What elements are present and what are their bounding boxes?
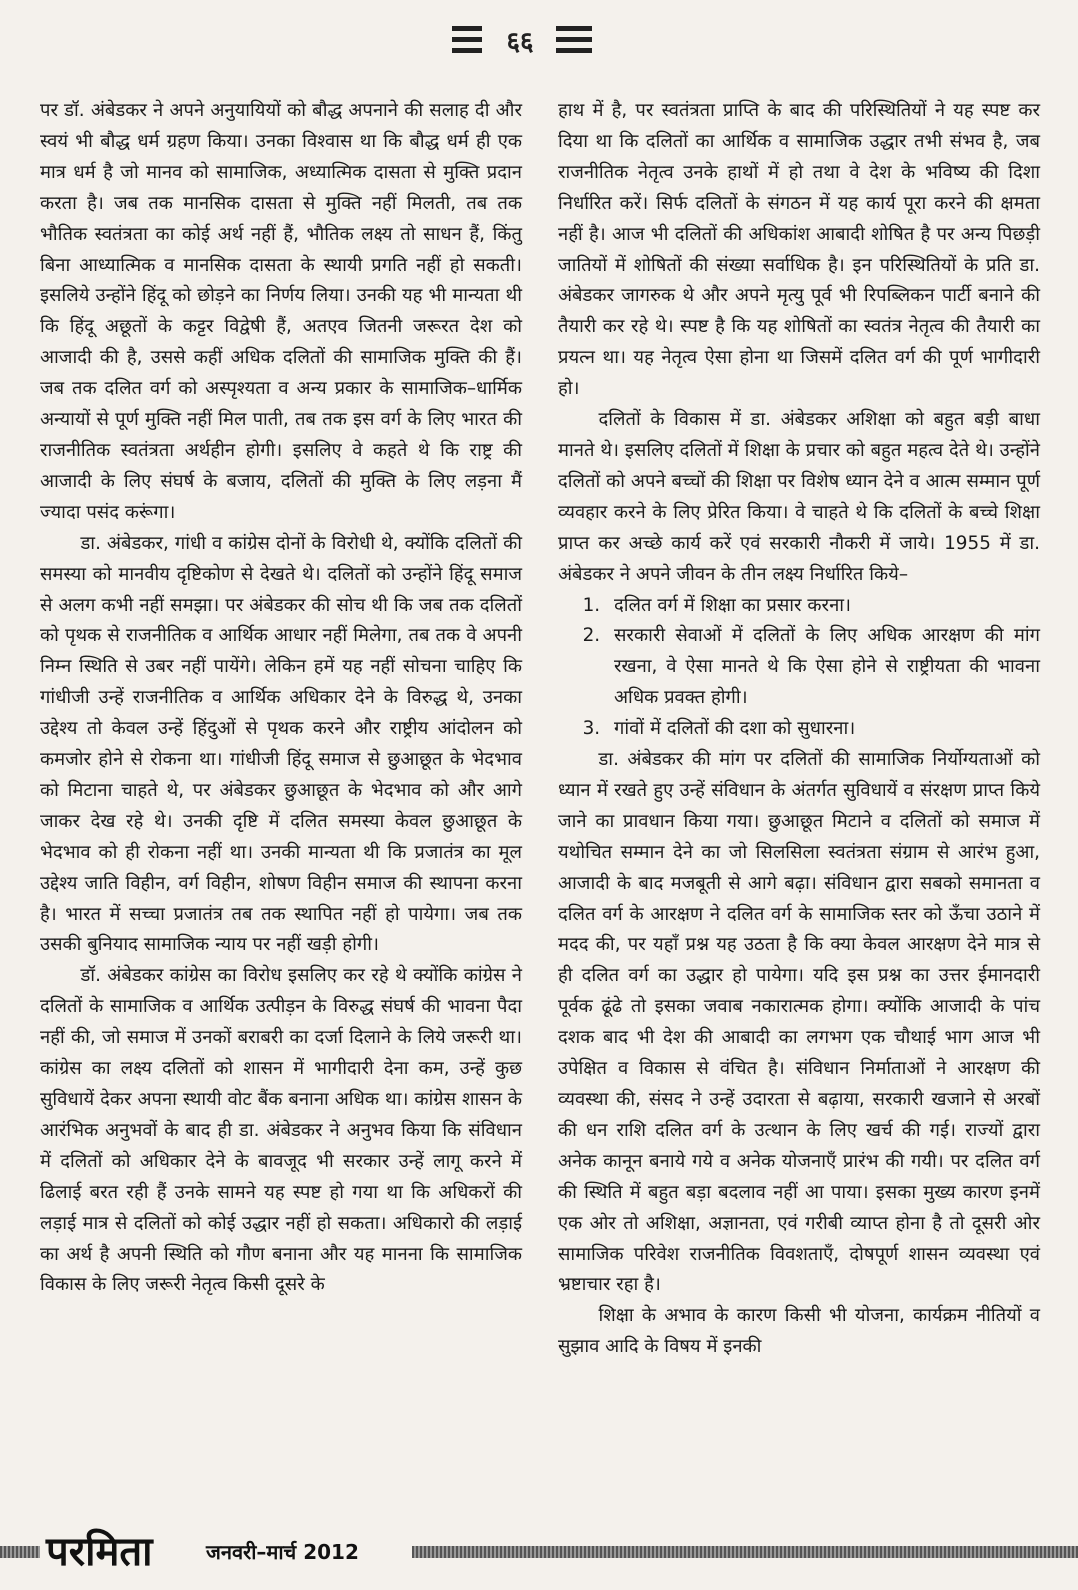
header-ornament-right: [556, 26, 592, 59]
paragraph: शिक्षा के अभाव के कारण किसी भी योजना, कार्यक्रम नीतियों व सुझाव आदि के विषय में इनकी: [558, 1305, 1040, 1358]
header-ornament-left: [452, 26, 482, 59]
list-item: 3. गांवों में दलितों की दशा को सुधारना।: [606, 714, 1040, 745]
list-item: 2. सरकारी सेवाओं में दलितों के लिए अधिक आरक्षण की मांग रखना, वे ऐसा मानते थे कि ऐसा होने से राष्ट्रीयता की भावना अधिक प्रवक्त होगी।: [606, 621, 1040, 714]
paragraph: दलितों के विकास में डा. अंबेडकर अशिक्षा को बहुत बड़ी बाधा मानते थे। इसलिए दलितों में शिक्षा के प्रचार को बहुत महत्व देते थे। उन्होंने दलितों को अपने बच्चों की शिक्षा पर विशेष ध्यान देने व आत्म सम्मान पूर्ण व्यवहार करने के लिए प्रेरित किया। वे चाहते थे कि दलितों के बच्चे शिक्षा प्राप्त कर अच्छे कार्य करें एवं सरकारी नौकरी में जाये। 1955 में डा. अंबेडकर ने अपने जीवन के तीन लक्ष्य निर्धारित किये–: [558, 409, 1040, 585]
issue-date: जनवरी–मार्च 2012: [206, 1540, 359, 1564]
footer-rule-left: [0, 1546, 40, 1558]
right-column: [558, 96, 1040, 1511]
list-item: 1. दलित वर्ग में शिक्षा का प्रसार करना।: [606, 591, 1040, 622]
page-footer: [0, 1522, 1078, 1582]
footer-rule-right: [412, 1546, 1078, 1558]
page-number: ६६: [506, 27, 534, 57]
paragraph: पर डॉ. अंबेडकर ने अपने अनुयायियों को बौद्ध अपनाने की सलाह दी और स्वयं भी बौद्ध धर्म ग्रहण किया। उनका विश्वास था कि बौद्ध धर्म ही एक मात्र धर्म है जो मानव को सामाजिक, अध्यात्मिक दासता से मुक्ति प्रदान करता है। जब तक मानसिक दासता से मुक्ति नहीं मिलती, तब तक भौतिक स्वतंत्रता का कोई अर्थ नहीं हैं, भौतिक लक्ष्य तो साधन हैं, किंतु बिना आध्यात्मिक व मानसिक दासता के स्थायी प्रगति नहीं हो सकती। इसलिये उन्होंने हिंदू को छोड़ने का निर्णय लिया। उनकी यह भी मान्यता थी कि हिंदू अछूतों के कट्टर विद्वेषी हैं, अतएव जितनी जरूरत देश को आजादी की है, उससे कहीं अधिक दलितों की सामाजिक मुक्ति की हैं। जब तक दलित वर्ग को अस्पृश्यता व अन्य प्रकार के सामाजिक–धार्मिक अन्यायों से पूर्ण मुक्ति नहीं मिल पाती, तब तक इस वर्ग के लिए भारत की राजनीतिक स्वतंत्रता अर्थहीन होगी। इसलिए वे कहते थे कि राष्ट्र की आजादी के लिए संघर्ष के बजाय, दलितों की मुक्ति के लिए लड़ना मैं ज्यादा पसंद करूंगा।: [40, 100, 522, 523]
magazine-title: परमिता: [46, 1529, 153, 1575]
article-body: [40, 96, 1040, 1511]
paragraph: डा. अंबेडकर की मांग पर दलितों की सामाजिक निर्योग्यताओं को ध्यान में रखते हुए उन्हें संविधान के अंतर्गत सुविधायें व संरक्षण प्राप्त किये जाने का प्रावधान किया गया। छुआछूत मिटाने व दलितों को समाज में यथोचित सम्मान देने का जो सिलसिला स्वतंत्रता संग्राम से आरंभ हुआ, आजादी के बाद मजबूती से आगे बढ़ा। संविधान द्वारा सबको समानता व दलित वर्ग के आरक्षण ने दलित वर्ग के सामाजिक स्तर को ऊँचा उठाने में मदद की, पर यहाँ प्रश्न यह उठता है कि क्या केवल आरक्षण देने मात्र से ही दलित वर्ग का उद्धार हो पायेगा। यदि इस प्रश्न का उत्तर ईमानदारी पूर्वक ढूंढे तो इसका जवाब नकारात्मक होगा। क्योंकि आजादी के पांच दशक बाद भी देश की आबादी का लगभग एक चौथाई भाग आज भी उपेक्षित व विकास से वंचित है। संविधान निर्माताओं ने आरक्षण की व्यवस्था की, संसद ने उन्हें उदारता से बढ़ाया, सरकारी खजाने से अरबों की धन राशि दलित वर्ग के उत्थान के लिए खर्च की गई। राज्यों द्वारा अनेक कानून बनाये गये व अनेक योजनाएँ प्रारंभ की गयी। पर दलित वर्ग की स्थिति में बहुत बड़ा बदलाव नहीं आ पाया। इसका मुख्य कारण इनमें एक ओर तो अशिक्षा, अज्ञानता, एवं गरीबी व्याप्त होना है तो दूसरी ओर सामाजिक परिवेश राजनीतिक विवशताएँ, दोषपूर्ण शासन व्यवस्था एवं भ्रष्टाचार रहा है।: [558, 749, 1040, 1296]
paragraph: डॉ. अंबेडकर कांग्रेस का विरोध इसलिए कर रहे थे क्योंकि कांग्रेस ने दलितों के सामाजिक व आर्थिक उत्पीड़न के विरुद्ध संघर्ष की भावना पैदा नहीं की, जो समाज में उनकों बराबरी का दर्जा दिलाने के लिये जरूरी था। कांग्रेस का लक्ष्य दलितों को शासन में भागीदारी देना कम, उन्हें कुछ सुविधायें देकर अपना स्थायी वोट बैंक बनाना अधिक था। कांग्रेस शासन के आरंभिक अनुभवों के बाद ही डा. अंबेडकर ने अनुभव किया कि संविधान में दलितों को अधिकार देने के बावजूद भी सरकार उन्हें लागू करने में ढिलाई बरत रही हैं उनके सामने यह स्पष्ट हो गया था कि अधिकरों की लड़ाई मात्र से दलितों को कोई उद्धार नहीं हो सकता। अधिकारो की लड़ाई का अर्थ है अपनी स्थिति को गौण बनाना और यह मानना कि सामाजिक विकास के लिए जरूरी नेतृत्व किसी दूसरे के: [40, 965, 522, 1296]
paragraph: डा. अंबेडकर, गांधी व कांग्रेस दोनों के विरोधी थे, क्योंकि दलितों की समस्या को मानवीय दृष्टिकोण से देखते थे। दलितों को उन्होंने हिंदू समाज से अलग कभी नहीं समझा। पर अंबेडकर की सोच थी कि जब तक दलितों को पृथक से राजनीतिक व आर्थिक आधार नहीं मिलेगा, तब तक वे अपनी निम्न स्थिति से उबर नहीं पायेंगे। लेकिन हमें यह नहीं सोचना चाहिए कि गांधीजी उन्हें राजनीतिक व आर्थिक अधिकार देने के विरुद्ध थे, उनका उद्देश्य तो केवल उन्हें हिंदुओं से पृथक करने और राष्ट्रीय आंदोलन को कमजोर होने से रोकना था। गांधीजी हिंदू समाज से छुआछूत के भेदभाव को मिटाना चाहते थे, पर अंबेडकर छुआछूत के भेदभाव को और आगे जाकर देख रहे थे। उनकी दृष्टि में दलित समस्या केवल छुआछूत के भेदभाव को ही रोकना नहीं था। उनकी मान्यता थी कि प्रजातंत्र का मूल उद्देश्य जाति विहीन, वर्ग विहीन, शोषण विहीन समाज की स्थापना करना है। भारत में सच्चा प्रजातंत्र तब तक स्थापित नहीं हो पायेगा। जब तक उसकी बुनियाद सामाजिक न्याय पर नहीं खड़ी होगी।: [40, 532, 522, 956]
page-header: [0, 12, 1078, 72]
paragraph: हाथ में है, पर स्वतंत्रता प्राप्ति के बाद की परिस्थितियों ने यह स्पष्ट कर दिया था कि दलितों का आर्थिक व सामाजिक उद्धार तभी संभव है, जब राजनीतिक नेतृत्व उनके हाथों में हो तथा वे देश के भविष्य की दिशा निर्धारित करें। सिर्फ दलितों के संगठन में यह कार्य पूरा करने की क्षमता नहीं है। आज भी दलितों की अधिकांश आबादी शोषित है पर अन्य पिछड़ी जातियों में शोषितों की संख्या सर्वाधिक है। इन परिस्थितियों के प्रति डा. अंबेडकर जागरुक थे और अपने मृत्यु पूर्व भी रिपब्लिकन पार्टी बनाने की तैयारी कर रहे थे। स्पष्ट है कि यह शोषितों का स्वतंत्र नेतृत्व की तैयारी का प्रयत्न था। यह नेतृत्व ऐसा होना था जिसमें दलित वर्ग की पूर्ण भागीदारी हो।: [558, 100, 1040, 400]
goals-list: [558, 591, 1040, 746]
left-column: [40, 96, 522, 1511]
